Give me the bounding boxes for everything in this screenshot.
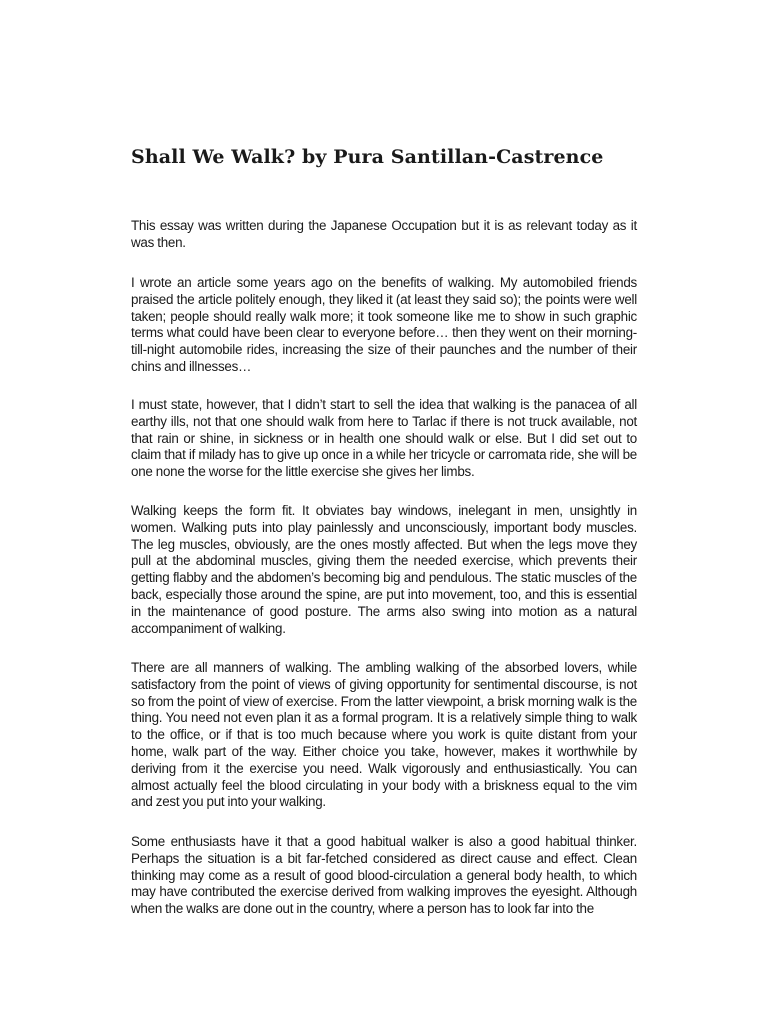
paragraph-form-fit: Walking keeps the form fit. It obviates bay windows, inelegant in men, unsightly in women. Walking puts into play painlessly and unconsciously, important body muscles. The leg muscles, obviously, are the ones mostly affected. But when the legs move they pull at the abdominal muscles, giving them the needed exercise, which prevents their getting flabby and the abdomen’s becoming big and pendulous. The static muscles of the back, especially those around the spine, are put into movement, too, and this is essential in the maintenance of good posture. The arms also swing into motion as a natural accompaniment of walking. <box>131 503 637 636</box>
paragraph-article: I wrote an article some years ago on the benefits of walking. My automobiled friends praised the article politely enough, they liked it (at least they said so); the points were well taken; people should really walk more; it took someone like me to show in such graphic terms what could have been clear to everyone before… then they went on their morning-till-night automobile rides, increasing the size of their paunches and the number of their chins and illnesses… <box>131 275 637 374</box>
paragraph-intro: This essay was written during the Japanese Occupation but it is as relevant today as it was then. <box>131 218 637 250</box>
paragraph-panacea: I must state, however, that I didn’t start to sell the idea that walking is the panacea of all earthy ills, not that one should walk from here to Tarlac if there is not truck available, not that rain or shine, in sickness or in health one should walk or else. But I did set out to claim that if milady has to give up once in a while her tricycle or carromata ride, she will be one none the worse for the little exercise she gives her limbs. <box>131 397 637 480</box>
paragraph-manners: There are all manners of walking. The ambling walking of the absorbed lovers, while satisfactory from the point of views of giving opportunity for sentimental discourse, is not so from the point of view of exercise. From the latter viewpoint, a brisk morning walk is the thing. You need not even plan it as a formal program. It is a relatively simple thing to walk to the office, or if that is too much because where you work is quite distant from your home, walk part of the way. Either choice you take, however, makes it worthwhile by deriving from it the exercise you need. Walk vigorously and enthusiastically. You can almost actually feel the blood circulating in your body with a briskness equal to the vim and zest you put into your walking. <box>131 660 637 810</box>
document-title: Shall We Walk? by Pura Santillan-Castrence <box>131 146 604 168</box>
paragraph-thinker: Some enthusiasts have it that a good habitual walker is also a good habitual thinker. Perhaps the situation is a bit far-fetched considered as direct cause and effect. Clean thinking may come as a result of good blood-circulation a general body health, to which may have contributed the exercise derived from walking improves the eyesight. Although when the walks are done out in the country, where a person has to look far into the <box>131 834 637 917</box>
